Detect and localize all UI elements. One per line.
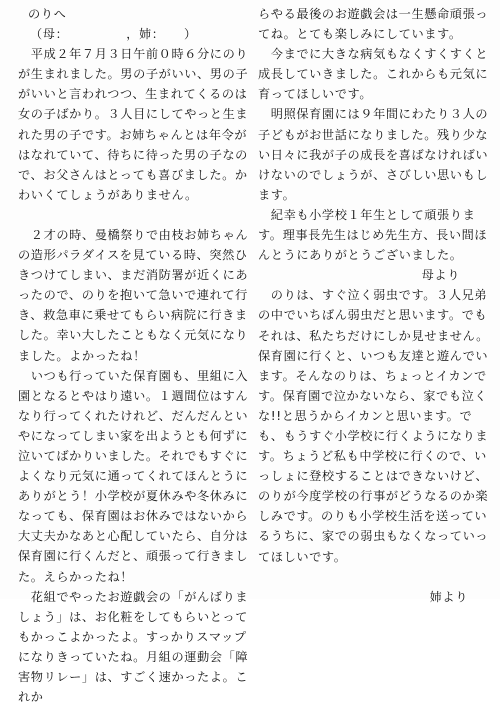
paragraph: 今までに大きな病気もなくすくすくと成長していきました。これからも元気に育ってほしいです。: [258, 47, 489, 102]
paragraph: 平成２年７月３日午前０時６分にのりが生まれました。男の子がいい、男の子がいいと言われつつ、生まれてくるのは女の子ばかり。３人目にしてやっと生まれた男の子です。お姉ちゃんとは年令がはなれていて、待ちに待った男の子なので、お父さんはとっても喜びました。かわいくてしょうがありません。: [18, 47, 249, 202]
paragraph-gap: [18, 205, 250, 225]
paragraph: 明照保育園には９年間にわたり３人の子どもがお世話になりました。残り少ない日々に我が子の成長を喜ばなければいけないのでしょうが、さびしい思いもします。: [258, 107, 489, 202]
letter-title: のりへ: [28, 7, 67, 21]
paragraph: ２才の時、曼橋祭りで由枝お姉ちゃんの造形パラダイスを見ている時、突然ひきつけてしまい、まだ消防署が近くにあったので、のりを抱いて急いで連れて行き、救急車に乗せてもらい病院に行きました。幸い大したこともなく元気になりました。よかったね！: [18, 227, 249, 363]
paragraph: らやる最後のお遊戯会は一生懸命頑張ってね。とても楽しみにしています。: [258, 7, 489, 42]
paragraph: いつも行っていた保育園も、里組に入園となるとやはり遠い。１週間位はすんなり行ってくれたけれど、だんだんといやになってしまい家を出ようとも何ずに泣いてばかりいました。それでもすぐによくなり元気に通ってくれてほんとうにありがとう！小学校が夏休みや冬休みになっても、保育園はお休みではないから大丈夫かなあと心配していたら、自分は保育園に行くんだと、頑張って行きました。えらかったね！: [18, 368, 249, 584]
paragraph: のりは、すぐ泣く弱虫です。３人兄弟の中でいちばん弱虫だと思います。でもそれは、私たちだけにしか見せません。保育園に行くと、いつも友達と遊んでいます。そんなのりは、ちょっとイカンです。保育園で泣かないなら、家でも泣くな!!と思うからイカンと思います。でも、もうすぐ小学校に行くようになります。ちょうど私も中学校に行くので、いっしょに登校することはできないけど、のりが今度学校の行事がどうなるのか楽しみです。のりも小学校生活を送っているうちに、家での弱虫もなくなっていってほしいです。: [258, 288, 489, 564]
paragraph: 紀幸も小学校１年生として頑張ります。理事長先生はじめ先生方、長い間ほんとうにありがとうございました。: [258, 207, 488, 263]
mother-signature: 母より: [421, 268, 460, 283]
sister-signature: 姉より: [429, 589, 468, 604]
paragraph-gap: [258, 567, 490, 587]
right-column: [258, 4, 490, 607]
left-column: [18, 4, 250, 707]
parents-line: （母： ，姉： ）: [30, 27, 197, 42]
paragraph: 花組でやったお遊戯会の「がんばりましょう」は、お化粧をしてもらいとってもかっこよかったよ。すっかりスマップになりきっていたね。月組の運動会「障害物リレー」は、すごく速かったよ。これか: [18, 589, 249, 705]
